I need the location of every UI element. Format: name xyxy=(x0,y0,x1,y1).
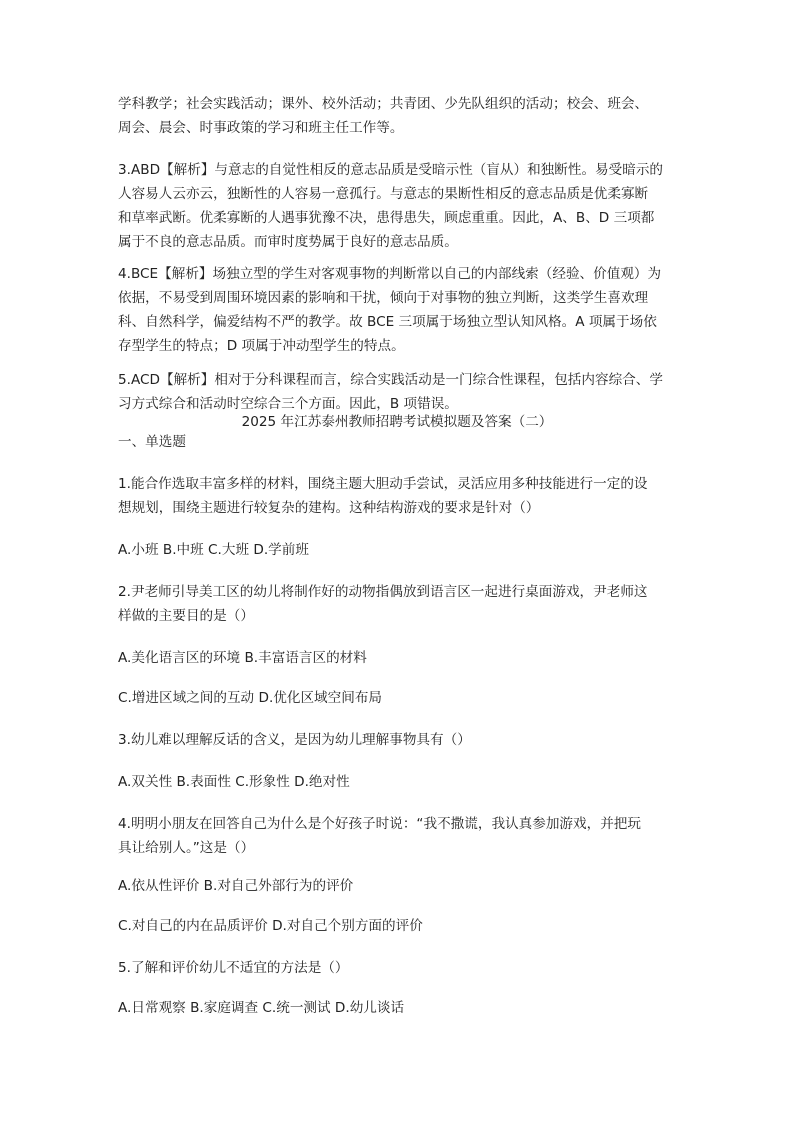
question-4-options: A.依从性评价 B.对自己外部行为的评价 xyxy=(118,878,354,894)
text-line: 想规划，围绕主题进行较复杂的建构。这种结构游戏的要求是针对（） xyxy=(118,500,540,516)
text-line: 具让给别人。”这是（） xyxy=(118,840,255,856)
question-2-options: C.增进区域之间的互动 D.优化区域空间布局 xyxy=(118,690,383,706)
question-1-options: A.小班 B.中班 C.大班 D.学前班 xyxy=(118,542,309,558)
answer-3-line: 3.ABD【解析】与意志的自觉性相反的意志品质是受暗示性（盲从）和独断性。易受暗示的 xyxy=(118,162,664,178)
question-1-line: 1.能合作选取丰富多样的材料，围绕主题大胆动手尝试，灵活应用多种技能进行一定的设 xyxy=(118,476,648,492)
text-line: 人容易人云亦云，独断性的人容易一意孤行。与意志的果断性相反的意志品质是优柔寡断 xyxy=(118,186,649,202)
text-line: 科、自然科学，偏爱结构不严的教学。故 BCE 三项属于场独立型认知风格。A 项属于场依 xyxy=(118,314,657,330)
question-3-options: A.双关性 B.表面性 C.形象性 D.绝对性 xyxy=(118,774,350,790)
question-2-line: 2.尹老师引导美工区的幼儿将制作好的动物指偶放到语言区一起进行桌面游戏，尹老师这 xyxy=(118,584,648,600)
text-line: 存型学生的特点；D 项属于冲动型学生的特点。 xyxy=(118,338,405,354)
text-line: 样做的主要目的是（） xyxy=(118,608,254,624)
question-2-options: A.美化语言区的环境 B.丰富语言区的材料 xyxy=(118,650,367,666)
question-5-options: A.日常观察 B.家庭调查 C.统一测试 D.幼儿谈话 xyxy=(118,1000,405,1016)
text-line: 学科教学；社会实践活动；课外、校外活动；共青团、少先队组织的活动；校会、班会、 xyxy=(118,96,649,112)
question-4-line: 4.明明小朋友在回答自己为什么是个好孩子时说：“我不撒谎，我认真参加游戏，并把玩 xyxy=(118,816,641,832)
section-title: 2025 年江苏泰州教师招聘考试模拟题及答案（二） xyxy=(241,414,553,430)
question-3-line: 3.幼儿难以理解反话的含义，是因为幼儿理解事物具有（） xyxy=(118,732,471,748)
text-line: 周会、晨会、时事政策的学习和班主任工作等。 xyxy=(118,120,404,136)
question-4-options: C.对自己的内在品质评价 D.对自己个别方面的评价 xyxy=(118,918,423,934)
question-5-line: 5.了解和评价幼儿不适宜的方法是（） xyxy=(118,960,349,976)
text-line: 和草率武断。优柔寡断的人遇事犹豫不决，患得患失，顾虑重重。因此，A、B、D 三项都 xyxy=(118,210,655,226)
answer-5-line: 5.ACD【解析】相对于分科课程而言，综合实践活动是一门综合性课程，包括内容综合、学 xyxy=(118,372,663,388)
text-line: 属于不良的意志品质。而审时度势属于良好的意志品质。 xyxy=(118,234,458,250)
section-heading: 一、单选题 xyxy=(118,434,186,450)
text-line: 习方式综合和活动时空综合三个方面。因此，B 项错误。 xyxy=(118,396,458,412)
answer-4-line: 4.BCE【解析】场独立型的学生对客观事物的判断常以自己的内部线索（经验、价值观）为 xyxy=(118,266,662,282)
text-line: 依据，不易受到周围环境因素的影响和干扰，倾向于对事物的独立判断，这类学生喜欢理 xyxy=(118,290,649,306)
